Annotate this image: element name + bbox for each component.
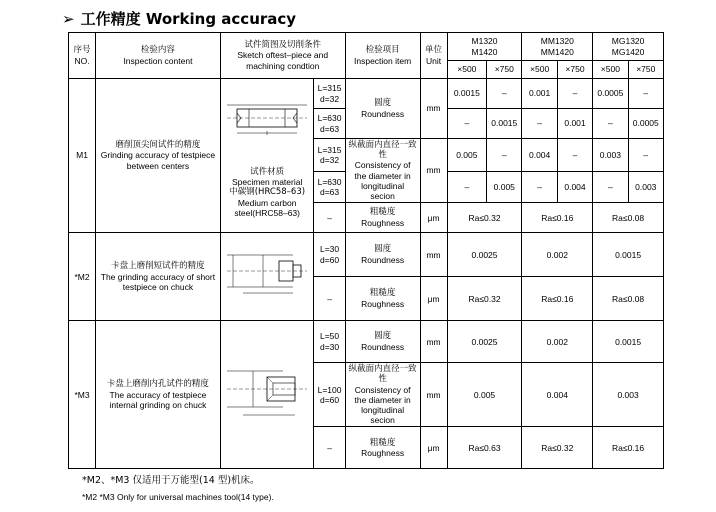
m2-unit-mm: mm <box>420 233 447 277</box>
header-sub: ×750 <box>487 61 522 79</box>
header-model-3: MG1320 MG1420 <box>593 33 664 61</box>
m2-content: 卡盘上磨削短试件的精度 The grinding accuracy of short testpiece on chuck <box>96 233 221 321</box>
value-cell: 0.0025 <box>447 321 522 363</box>
m1-material-en2: Medium carbon steel(HRC58–63) <box>234 197 300 218</box>
value-cell: – <box>628 79 663 109</box>
header-sketch: 试件简图及切削条件 Sketch oftest–piece and machining condtion <box>220 33 345 79</box>
value-cell: – <box>487 79 522 109</box>
m2-no: *M2 <box>69 233 96 321</box>
value-cell: Ra≤0.08 <box>593 203 664 233</box>
m3-roundness: 圆度 Roundness <box>345 321 420 363</box>
heading-en: Working accuracy <box>145 10 297 28</box>
arrow-bullet-icon: ➢ <box>62 10 75 28</box>
m3-row-1 <box>69 321 664 363</box>
header-model-1: M1320 M1420 <box>447 33 522 61</box>
value-cell: Ra≤0.32 <box>447 203 522 233</box>
value-cell: 0.005 <box>487 171 522 203</box>
m1-roundness: 圆度 Roundness <box>345 79 420 139</box>
m1-cond-2: L=630 d=63 <box>314 109 345 139</box>
m3-unit-mm-1: mm <box>420 321 447 363</box>
section-heading <box>62 8 296 29</box>
m3-cond-1: L=50 d=30 <box>314 321 345 363</box>
value-cell: 0.0025 <box>447 233 522 277</box>
value-cell: 0.0005 <box>628 109 663 139</box>
header-sub: ×750 <box>628 61 663 79</box>
value-cell: – <box>447 171 487 203</box>
value-cell: 0.0015 <box>593 321 664 363</box>
m3-unit-um: μm <box>420 427 447 469</box>
m1-material-en: Specimen material <box>231 177 303 188</box>
value-cell: 0.004 <box>522 139 557 172</box>
value-cell: – <box>487 139 522 172</box>
header-sub: ×500 <box>447 61 487 79</box>
value-cell: 0.001 <box>557 109 592 139</box>
value-cell: 0.0015 <box>593 233 664 277</box>
value-cell: – <box>593 171 628 203</box>
value-cell: Ra≤0.16 <box>522 277 593 321</box>
m1-cond-3: L=315 d=32 <box>314 139 345 172</box>
value-cell: Ra≤0.16 <box>522 203 593 233</box>
value-cell: 0.005 <box>447 139 487 172</box>
header-content: 检验内容 Inspection content <box>96 33 221 79</box>
m1-row-1 <box>69 79 664 109</box>
header-sub: ×500 <box>522 61 557 79</box>
m3-unit-mm-2: mm <box>420 363 447 427</box>
m2-roughness: 粗糙度 Roughness <box>345 277 420 321</box>
value-cell: 0.0015 <box>447 79 487 109</box>
m1-cond-1: L=315 d=32 <box>314 79 345 109</box>
value-cell: 0.005 <box>447 363 522 427</box>
m2-cond-dash: – <box>314 277 345 321</box>
footnote-zh: *M2、*M3 仅适用于万能型(14 型)机床。 <box>82 475 260 486</box>
value-cell: 0.004 <box>557 171 592 203</box>
m3-cond-2: L=100 d=60 <box>314 363 345 427</box>
m1-unit-um: μm <box>420 203 447 233</box>
value-cell: Ra≤0.16 <box>593 427 664 469</box>
value-cell: 0.0005 <box>593 79 628 109</box>
header-no: 序号 NO. <box>69 33 96 79</box>
m2-unit-um: μm <box>420 277 447 321</box>
value-cell: – <box>628 139 663 172</box>
m3-roughness: 粗糙度 Roughness <box>345 427 420 469</box>
m3-internal-sketch <box>223 355 311 435</box>
header-sub: ×750 <box>557 61 592 79</box>
m3-content: 卡盘上磨削内孔试件的精度 The accuracy of testpiece internal grinding on chuck <box>96 321 221 469</box>
header-sub: ×500 <box>593 61 628 79</box>
m1-unit-mm-2: mm <box>420 139 447 203</box>
m1-cond-4: L=630 d=63 <box>314 171 345 203</box>
m2-roundness: 圆度 Roundness <box>345 233 420 277</box>
value-cell: – <box>557 79 592 109</box>
value-cell: Ra≤0.32 <box>447 277 522 321</box>
value-cell: 0.003 <box>593 363 664 427</box>
value-cell: 0.004 <box>522 363 593 427</box>
m1-testpiece-sketch <box>223 93 311 163</box>
value-cell: – <box>557 139 592 172</box>
value-cell: 0.0015 <box>487 109 522 139</box>
m1-material-zh: 试件材质 <box>250 167 285 178</box>
m3-consistency: 纵截面内直径一致性 Consistency of the diameter in longitudinal secion <box>345 363 420 427</box>
m2-cond: L=30 d=60 <box>314 233 345 277</box>
m1-no: M1 <box>69 79 96 233</box>
header-item: 检验项目 Inspection item <box>345 33 420 79</box>
m1-sketch-cell <box>220 79 314 233</box>
value-cell: 0.002 <box>522 233 593 277</box>
value-cell: – <box>447 109 487 139</box>
m2-sketch-cell <box>220 233 314 321</box>
working-accuracy-table <box>68 32 664 469</box>
header-unit: 单位 Unit <box>420 33 447 79</box>
value-cell: 0.003 <box>628 171 663 203</box>
m1-consistency: 纵截面内直径一致性 Consistency of the diameter in longitudinal secion <box>345 139 420 203</box>
m2-row-1 <box>69 233 664 277</box>
header-model-2: MM1320 MM1420 <box>522 33 593 61</box>
m1-cond-dash: – <box>314 203 345 233</box>
m1-content: 磨削顶尖间试件的精度 Grinding accuracy of testpiece between centers <box>96 79 221 233</box>
header-row <box>69 33 664 61</box>
value-cell: 0.003 <box>593 139 628 172</box>
value-cell: – <box>522 109 557 139</box>
m3-cond-dash: – <box>314 427 345 469</box>
m3-sketch-cell <box>220 321 314 469</box>
m1-unit-mm-1: mm <box>420 79 447 139</box>
value-cell: – <box>522 171 557 203</box>
value-cell: Ra≤0.08 <box>593 277 664 321</box>
footnote-en: *M2 *M3 Only for universal machines tool(14 type). <box>82 492 274 502</box>
value-cell: Ra≤0.32 <box>522 427 593 469</box>
m3-no: *M3 <box>69 321 96 469</box>
heading-zh: 工作精度 <box>80 10 141 28</box>
value-cell: – <box>593 109 628 139</box>
value-cell: 0.002 <box>522 321 593 363</box>
m1-roughness: 粗糙度 Roughness <box>345 203 420 233</box>
value-cell: Ra≤0.63 <box>447 427 522 469</box>
value-cell: 0.001 <box>522 79 557 109</box>
m1-material-zh2: 中碳钢(HRC58–63) <box>229 187 306 198</box>
m2-chuck-sketch <box>223 247 311 307</box>
